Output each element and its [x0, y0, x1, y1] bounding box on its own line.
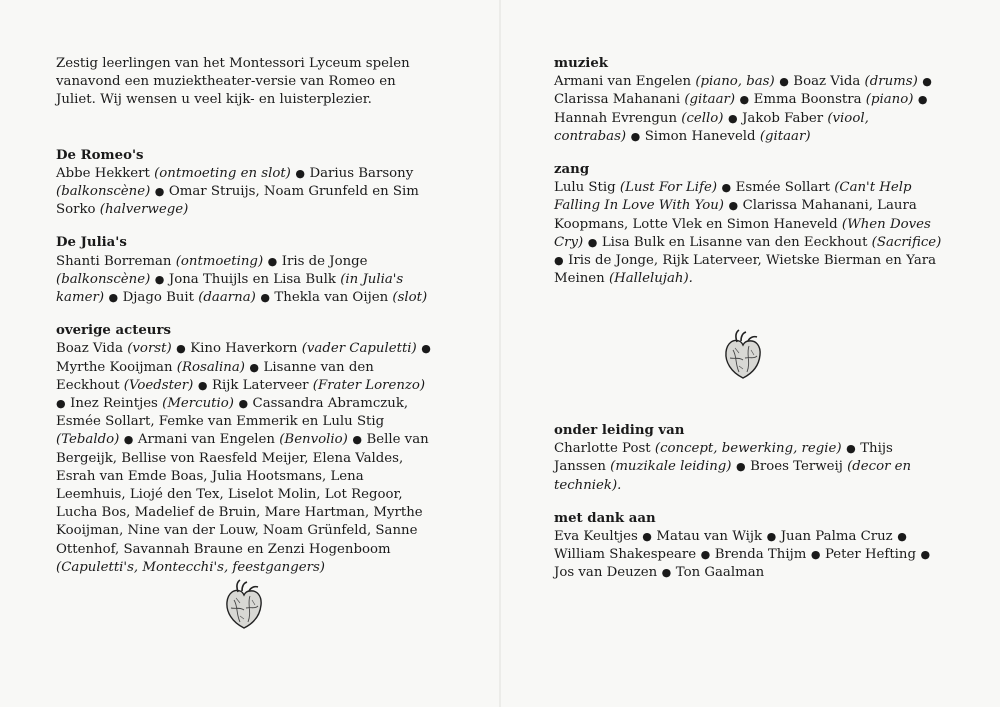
credit-role: (Tebaldo): [56, 432, 120, 448]
bullet-separator-icon: ●: [417, 342, 431, 356]
credit-name: Shanti Borreman: [56, 253, 172, 269]
left-column: [56, 55, 436, 592]
bullet-separator-icon: ●: [264, 254, 281, 268]
credit-name: Jona Thuijls en Lisa Bulk: [168, 271, 336, 287]
credits-list: [554, 528, 944, 583]
credits-list: [554, 73, 944, 146]
credit-role: (gitaar): [759, 128, 811, 144]
credit-role: (piano): [865, 92, 914, 108]
bullet-separator-icon: ●: [697, 548, 714, 562]
bullet-separator-icon: ●: [151, 185, 168, 199]
credit-name: Peter Hefting: [824, 547, 917, 563]
section-heading: De Julia's: [56, 235, 127, 251]
credit-name: Omar Struijs, Noam Grunfeld en Sim Sorko: [56, 184, 419, 218]
credit-name: Kino Haverkorn: [190, 341, 298, 357]
credit-role: (balkonscène): [56, 184, 151, 200]
credit-role: (Frater Lorenzo): [312, 377, 426, 393]
credit-name: Ton Gaalman: [675, 565, 765, 581]
credit-name: Thekla van Oijen: [274, 290, 389, 306]
bullet-separator-icon: ●: [807, 548, 824, 562]
credit-role: (balkonscène): [56, 271, 151, 287]
bullet-separator-icon: ●: [732, 460, 750, 474]
credit-role: (Rosalina): [176, 359, 245, 375]
credit-role: (viool, contrabas): [554, 110, 869, 144]
credit-role: (slot): [392, 290, 428, 306]
credit-name: Belle van Bergeijk, Bellise von Raesfeld Meijer, Elena Valdes, Esrah van Emde Boas, Julia Hootsmans, Lena Leemhuis, Liojé den Tex, Liselot Molin, Lot Regoor, Lucha Bos, Madelief de Bruin, Mare Hartman, Myrthe Kooijman, Nine van der Louw, Noam Grünfeld, Sanne Ottenhof, Savannah Braune en Zenzi Hogenboom: [56, 432, 429, 557]
credit-name: Boaz Vida: [793, 74, 861, 90]
credit-name: Abbe Hekkert: [56, 165, 150, 181]
credit-name: Simon Haneveld: [644, 128, 756, 144]
section-heading: De Romeo's: [56, 147, 144, 163]
bullet-separator-icon: ●: [194, 378, 211, 392]
credit-name: Clarissa Mahanani: [554, 92, 681, 108]
bullet-separator-icon: ●: [724, 111, 742, 125]
credit-name: Emma Boonstra: [753, 92, 862, 108]
credit-role: (Voedster): [123, 377, 194, 393]
bullet-separator-icon: ●: [627, 129, 644, 143]
credits-section: [56, 147, 436, 220]
bullet-separator-icon: ●: [893, 530, 907, 544]
credit-role: (ontmoeting): [175, 253, 264, 269]
credit-name: Armani van Engelen: [137, 432, 275, 448]
credit-role: (cello): [681, 110, 724, 126]
bullet-separator-icon: ●: [638, 530, 656, 544]
bullet-separator-icon: ●: [105, 291, 122, 305]
credit-name: Armani van Engelen: [554, 74, 692, 90]
credit-role: (Sacrifice): [871, 234, 942, 250]
credits-section: [554, 55, 944, 146]
credits-section: [554, 422, 944, 495]
bullet-separator-icon: ●: [775, 75, 793, 89]
credit-role: (piano, bas): [695, 74, 775, 90]
bullet-separator-icon: ●: [172, 342, 190, 356]
credits-list: [56, 253, 436, 308]
credit-name: Juan Palma Cruz: [780, 529, 893, 545]
credit-role: (muzikale leiding): [610, 459, 732, 475]
credit-name: William Shakespeare: [554, 547, 697, 563]
credits-section: [56, 322, 436, 577]
credit-role: (Hallelujah).: [608, 271, 693, 287]
credit-role: (decor en techniek).: [554, 459, 912, 493]
credit-name: Jos van Deuzen: [554, 565, 658, 581]
bullet-separator-icon: ●: [245, 360, 263, 374]
credits-list: [554, 440, 944, 495]
credit-name: Matau van Wijk: [656, 529, 763, 545]
credit-name: Charlotte Post: [554, 441, 651, 457]
bullet-separator-icon: ●: [56, 397, 70, 411]
credit-name: Esmée Sollart: [735, 180, 830, 196]
bullet-separator-icon: ●: [918, 75, 932, 89]
bullet-separator-icon: ●: [914, 93, 928, 107]
section-heading: onder leiding van: [554, 423, 685, 438]
bullet-separator-icon: ●: [151, 272, 168, 286]
right-column: [554, 55, 944, 581]
credit-name: Iris de Jonge: [281, 253, 368, 269]
credit-role: (drums): [864, 74, 918, 90]
credit-role: (in Julia's kamer): [56, 271, 404, 306]
credit-role: (halverwege): [99, 202, 189, 218]
credit-role: (vorst): [127, 341, 172, 357]
credits-list: [56, 165, 436, 220]
credit-role: (When Doves Cry): [554, 216, 931, 250]
anatomical-heart-icon: [721, 328, 765, 382]
credit-role: (Capuletti's, Montecchi's, feestgangers): [56, 559, 325, 575]
credit-name: Lulu Stig: [554, 180, 616, 196]
credit-role: (vader Capuletti): [301, 341, 417, 357]
credit-name: Inez Reintjes: [70, 396, 158, 412]
credit-role: (ontmoeting en slot): [154, 165, 291, 181]
credit-name: Myrthe Kooijman: [56, 359, 173, 375]
section-heading: overige acteurs: [56, 323, 171, 339]
credit-role: (Can't Help Falling In Love With You): [554, 180, 912, 214]
bullet-separator-icon: ●: [584, 235, 601, 249]
credit-name: Clarissa Mahanani, Laura Koopmans, Lotte Vlek en Simon Haneveld: [554, 198, 917, 232]
credits-list: [56, 340, 436, 577]
section-heading: muziek: [554, 56, 609, 71]
bullet-separator-icon: ●: [120, 433, 137, 447]
credit-name: Lisanne van den Eeckhout: [56, 359, 374, 393]
credits-list: [554, 179, 944, 288]
credit-role: (concept, bewerking, regie): [654, 441, 842, 457]
bullet-separator-icon: ●: [842, 442, 860, 456]
right-sections-bottom: [554, 422, 944, 598]
left-sections: [56, 147, 436, 577]
bullet-separator-icon: ●: [291, 166, 309, 180]
section-heading: zang: [554, 162, 590, 178]
credit-name: Iris de Jonge, Rijk Laterveer, Wietske Bierman en Yara Meinen: [554, 253, 937, 287]
bullet-separator-icon: ●: [736, 93, 753, 107]
credit-name: Rijk Laterveer: [211, 377, 309, 393]
bullet-separator-icon: ●: [256, 291, 274, 305]
credits-section: [554, 161, 944, 288]
credit-role: (gitaar): [684, 92, 736, 108]
credit-name: Brenda Thijm: [714, 547, 807, 563]
bullet-separator-icon: ●: [554, 254, 568, 268]
credit-role: (Mercutio): [162, 396, 234, 412]
credit-name: Broes Terweij: [750, 459, 843, 475]
credit-role: (Lust For Life): [619, 180, 718, 196]
bullet-separator-icon: ●: [658, 566, 675, 580]
bullet-separator-icon: ●: [718, 181, 735, 195]
credit-name: Eva Keultjes: [554, 529, 638, 545]
credit-name: Thijs Janssen: [554, 441, 893, 475]
credits-section: [56, 234, 436, 307]
credit-name: Hannah Evrengun: [554, 110, 678, 126]
credit-role: (Benvolio): [279, 432, 348, 448]
credits-section: [554, 510, 944, 583]
section-heading: met dank aan: [554, 510, 656, 526]
credit-name: Jakob Faber: [742, 110, 824, 126]
credit-name: Djago Buit: [122, 290, 194, 306]
credit-name: Cassandra Abramczuk, Esmée Sollart, Femke van Emmerik en Lulu Stig: [56, 396, 409, 430]
bullet-separator-icon: ●: [917, 548, 931, 562]
bullet-separator-icon: ●: [725, 199, 742, 213]
right-sections-top: [554, 55, 944, 288]
intro-text: Zestig leerlingen van het Montessori Lyceum spelen vanavond een muziektheater-versie van Romeo en Juliet. Wij wensen u veel kijk- en luisterplezier.: [56, 56, 410, 108]
credit-name: Boaz Vida: [56, 341, 123, 357]
credit-role: (daarna): [198, 290, 256, 306]
bullet-separator-icon: ●: [234, 397, 252, 411]
bullet-separator-icon: ●: [763, 530, 780, 544]
anatomical-heart-icon: [222, 578, 266, 632]
credit-name: Darius Barsony: [309, 165, 414, 181]
bullet-separator-icon: ●: [348, 433, 366, 447]
credit-name: Lisa Bulk en Lisanne van den Eeckhout: [601, 234, 868, 250]
